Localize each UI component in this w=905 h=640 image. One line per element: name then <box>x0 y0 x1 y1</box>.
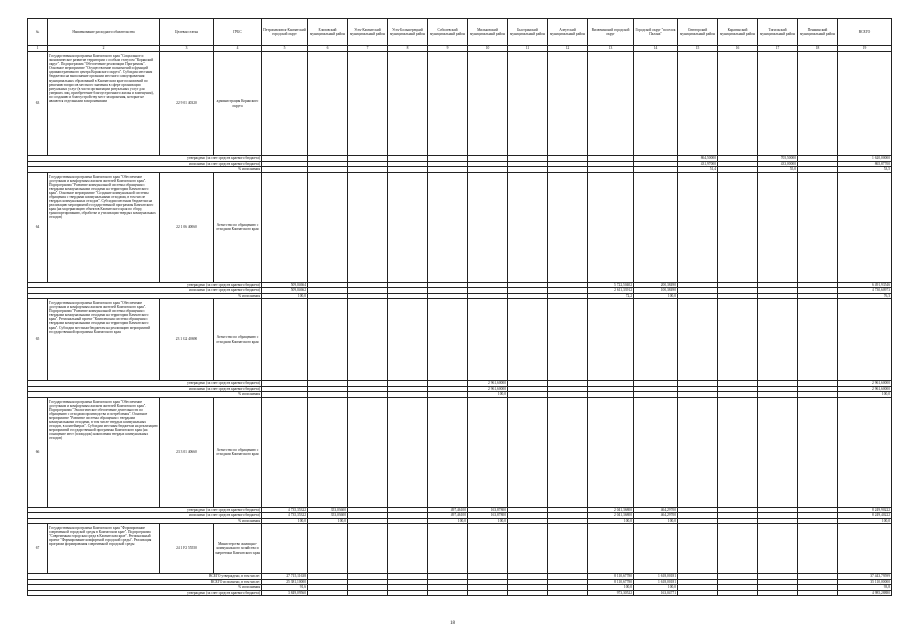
execution-row-label: утверждено (за счет средств краевого бюджета) <box>28 590 262 596</box>
empty-cell <box>508 397 548 507</box>
table-body <box>28 52 892 596</box>
value-cell: 2 961,60000 <box>468 381 508 387</box>
value-cell: 865,87700 <box>838 161 892 167</box>
empty-cell <box>758 52 798 156</box>
execution-row-label: исполнено (за счет средств краевого бюджета) <box>28 161 262 167</box>
column-number: 11 <box>508 46 548 52</box>
value-cell <box>348 590 388 596</box>
value-cell: 5 722,50402 <box>588 282 634 288</box>
value-cell: 2 041,36800 <box>588 507 634 513</box>
target-article-code: 22 9 01 40320 <box>160 52 214 156</box>
empty-cell <box>262 524 308 574</box>
empty-cell <box>838 52 892 156</box>
empty-cell <box>798 299 838 381</box>
execution-row-label: исполнено (за счет средств краевого бюджета) <box>28 386 262 392</box>
execution-row-label: % исполнения <box>28 293 262 299</box>
empty-cell <box>388 172 428 282</box>
value-cell: 4 730,60973 <box>838 288 892 294</box>
empty-cell <box>468 172 508 282</box>
empty-cell <box>428 52 468 156</box>
entry-row <box>28 172 892 282</box>
entry-row <box>28 52 892 156</box>
empty-cell <box>308 524 348 574</box>
empty-cell <box>634 397 678 507</box>
value-cell: 6 491,93546 <box>838 282 892 288</box>
execution-row-label: утверждено (за счет средств краевого бюджета) <box>28 156 262 162</box>
empty-cell <box>388 52 428 156</box>
value-cell: 100,0 <box>588 585 634 591</box>
value-cell: 55,0 <box>758 167 798 173</box>
column-number: 17 <box>758 46 798 52</box>
empty-cell <box>308 397 348 507</box>
value-cell: 100,0 <box>838 392 892 398</box>
value-cell: 200,38490 <box>634 282 678 288</box>
target-article-code: 23 3 01 40660 <box>160 397 214 507</box>
execution-row-label: % исполнения <box>28 392 262 398</box>
empty-cell <box>428 299 468 381</box>
column-number: 2 <box>48 46 160 52</box>
empty-cell <box>718 524 758 574</box>
column-header: Олюторский муниципальный район <box>678 19 718 46</box>
value-cell: 1 620,00000 <box>838 156 892 162</box>
value-cell: 864,50000 <box>678 156 718 162</box>
column-header: Карагинский муниципальный район <box>718 19 758 46</box>
empty-cell <box>798 524 838 574</box>
column-number: 8 <box>388 46 428 52</box>
empty-cell <box>678 299 718 381</box>
value-cell <box>388 590 428 596</box>
budget-execution-table <box>27 18 892 596</box>
column-number: 7 <box>348 46 388 52</box>
execution-row-label: % исполнения <box>28 167 262 173</box>
value-cell: 353,03600 <box>308 513 348 519</box>
value-cell: 497,46100 <box>428 513 468 519</box>
column-header: Вилючинский городской округ <box>588 19 634 46</box>
grbs-name: администрация Корякского округа <box>214 52 262 156</box>
entry-description: Государственная программа Камчатского края "Обеспечение доступным и комфортным жильем жителей Камчатского края". Подпрограмма "Экологическое обеспечение деятельности по обращению с отходами производства и потребления". Основное мероприятие "Развитие системы обращения с твердыми коммунальными отходами, в том числе твердых коммунальных отходов, в контейнерах". Субсидии местным бюджетам на реализацию мероприятий государственной программы Камчатского края (на оснащение мест (площадок) накопления твердых коммунальных отходов) <box>48 397 160 507</box>
value-cell: 163,04771 <box>634 590 678 596</box>
value-cell: 509,04664 <box>262 282 308 288</box>
value-cell: 100,0 <box>262 293 308 299</box>
empty-cell <box>548 299 588 381</box>
column-header: Соболевский муниципальный район <box>428 19 468 46</box>
entry-number: 67 <box>28 524 48 574</box>
execution-row <box>28 590 892 596</box>
value-cell: 91,6 <box>262 585 308 591</box>
column-header: Городской округ "поселок Палана" <box>634 19 678 46</box>
empty-cell <box>758 299 798 381</box>
execution-row-label: исполнено (за счет средств краевого бюджета) <box>28 513 262 519</box>
column-header: Быстринский муниципальный район <box>508 19 548 46</box>
empty-cell <box>348 52 388 156</box>
value-cell: 2 961,60000 <box>838 386 892 392</box>
value-cell: 100,0 <box>588 518 634 524</box>
column-number: 4 <box>214 46 262 52</box>
column-number: 15 <box>678 46 718 52</box>
empty-cell <box>262 52 308 156</box>
value-cell: 2 961,60000 <box>468 386 508 392</box>
value-cell <box>468 590 508 596</box>
entry-number: 66 <box>28 397 48 507</box>
empty-cell <box>634 299 678 381</box>
execution-row-label: ВСЕГО утверждено, в том числе: <box>28 574 262 580</box>
value-cell: 464,29700 <box>634 507 678 513</box>
empty-cell <box>798 52 838 156</box>
empty-cell <box>718 172 758 282</box>
grbs-name: Агентство по обращению с отходами Камчатского края <box>214 299 262 381</box>
value-cell: 1 618,00181 <box>634 579 678 585</box>
column-header: ВСЕГО <box>838 19 892 46</box>
value-cell: 509,04662 <box>262 288 308 294</box>
value-cell: 37 443,79599 <box>838 574 892 580</box>
entry-description: Государственная программа Камчатского края "Обеспечение доступным и комфортным жильем жителей Камчатского края". Подпрограмма "Развитие коммунальной системы обращения с твердыми коммунальными отходами на территории Камчатского края". Основное мероприятие "Создание коммунальной системы обращения с твердыми коммунальными отходами, в том числе твердых коммунальных отходов". Субсидии местным бюджетам на реализацию мероприятий государственной программы Камчатского края (на модернизацию объектов Камчатского края по сбору, транспортированию, обработке и утилизации твердых коммунальных отходов) <box>48 172 160 282</box>
empty-cell <box>508 524 548 574</box>
column-number: 1 <box>28 46 48 52</box>
column-header: Алеутский муниципальный район <box>548 19 588 46</box>
value-cell: 100,0 <box>308 518 348 524</box>
target-article-code: 22 1 06 40060 <box>160 172 214 282</box>
empty-cell <box>588 172 634 282</box>
page-number: 18 <box>450 621 455 626</box>
value-cell: 35 110,00000 <box>838 579 892 585</box>
value-cell: 100,0 <box>634 585 678 591</box>
value-cell: 8 110,67780 <box>588 579 634 585</box>
value-cell: 100,0 <box>262 518 308 524</box>
empty-cell <box>508 52 548 156</box>
empty-cell <box>634 52 678 156</box>
target-article-code: 24 1 F2 55550 <box>160 524 214 574</box>
empty-cell <box>678 172 718 282</box>
empty-cell <box>308 52 348 156</box>
value-cell: 100,0 <box>468 392 508 398</box>
empty-cell <box>348 299 388 381</box>
execution-row-label: утверждено (за счет средств краевого бюджета) <box>28 381 262 387</box>
execution-row-label: % исполнения <box>28 518 262 524</box>
column-header: Петропавловск-Камчатский городской округ <box>262 19 308 46</box>
empty-cell <box>588 397 634 507</box>
column-number: 18 <box>798 46 838 52</box>
empty-cell <box>678 52 718 156</box>
empty-cell <box>388 299 428 381</box>
value-cell: 2 961,60000 <box>838 381 892 387</box>
column-number: 16 <box>718 46 758 52</box>
empty-cell <box>548 52 588 156</box>
empty-cell <box>548 172 588 282</box>
empty-cell <box>758 524 798 574</box>
value-cell: 433,00000 <box>758 161 798 167</box>
column-number: 12 <box>548 46 588 52</box>
entry-number: 65 <box>28 299 48 381</box>
column-number: 10 <box>468 46 508 52</box>
value-cell: 163,87800 <box>468 507 508 513</box>
empty-cell <box>838 172 892 282</box>
execution-row-label: ВСЕГО исполнено, в том числе: <box>28 579 262 585</box>
value-cell <box>508 590 548 596</box>
value-cell: 100,0 <box>468 518 508 524</box>
column-number: 3 <box>160 46 214 52</box>
empty-cell <box>588 52 634 156</box>
empty-cell <box>468 52 508 156</box>
empty-cell <box>468 299 508 381</box>
empty-cell <box>262 397 308 507</box>
empty-cell <box>798 172 838 282</box>
value-cell: 25 381,10000 <box>262 579 308 585</box>
value-cell <box>428 590 468 596</box>
empty-cell <box>548 397 588 507</box>
empty-cell <box>508 172 548 282</box>
value-cell: 353,03600 <box>308 507 348 513</box>
entry-row <box>28 299 892 381</box>
entry-description: Государственная программа Камчатского края "Формирование современной городской среды в Камчатском крае". Подпрограмма "Современная городская среда в Камчатском крае". Региональный проект "Формирование комфортной городской среды". Реализация программ формирования современной городской среды <box>48 524 160 574</box>
entry-number: 64 <box>28 172 48 282</box>
empty-cell <box>262 299 308 381</box>
value-cell <box>758 590 798 596</box>
column-header: ГРБС <box>214 19 262 46</box>
empty-cell <box>588 299 634 381</box>
empty-cell <box>508 299 548 381</box>
value-cell: 3 849,09560 <box>262 590 308 596</box>
empty-cell <box>718 299 758 381</box>
value-cell: 93,8 <box>838 585 892 591</box>
value-cell: 705,50000 <box>758 156 798 162</box>
empty-cell <box>548 524 588 574</box>
value-cell: 1 618,00181 <box>634 574 678 580</box>
column-header: Елизовский муниципальный район <box>308 19 348 46</box>
empty-cell <box>348 397 388 507</box>
empty-cell <box>388 524 428 574</box>
column-number: 14 <box>634 46 678 52</box>
execution-row-label: исполнено (за счет средств краевого бюджета) <box>28 288 262 294</box>
value-cell <box>718 590 758 596</box>
header-row <box>28 19 892 46</box>
value-cell <box>678 590 718 596</box>
target-article-code: 23 1 G2 40690 <box>160 299 214 381</box>
column-header: Наименование расходного обязательства <box>48 19 160 46</box>
empty-cell <box>678 524 718 574</box>
column-header: Усть-Большерецкий муниципальный район <box>388 19 428 46</box>
value-cell: 100,0 <box>428 518 468 524</box>
column-header: Пенжинский муниципальный район <box>798 19 838 46</box>
execution-row-label: % исполнения <box>28 585 262 591</box>
value-cell: 163,87800 <box>468 513 508 519</box>
empty-cell <box>634 524 678 574</box>
column-header: № <box>28 19 48 46</box>
value-cell: 497,46100 <box>428 507 468 513</box>
grbs-name: Министерство жилищно-коммунального хозяйства и энергетики Камчатского края <box>214 524 262 574</box>
empty-cell <box>718 52 758 156</box>
value-cell: 8 249,40222 <box>838 513 892 519</box>
empty-cell <box>838 397 892 507</box>
empty-cell <box>468 524 508 574</box>
column-header: Усть-Камчатский муниципальный район <box>348 19 388 46</box>
column-number: 5 <box>262 46 308 52</box>
column-header: Тигильский муниципальный район <box>758 19 798 46</box>
empty-cell <box>798 397 838 507</box>
column-number: 13 <box>588 46 634 52</box>
value-cell: 431,97000 <box>678 161 718 167</box>
empty-cell <box>428 397 468 507</box>
value-cell: 100,38490 <box>634 288 678 294</box>
execution-row-label: утверждено (за счет средств краевого бюджета) <box>28 282 262 288</box>
empty-cell <box>634 172 678 282</box>
grbs-name: Агентство по обращению с отходами Камчатского края <box>214 397 262 507</box>
column-number: 9 <box>428 46 468 52</box>
value-cell: 76,3 <box>838 293 892 299</box>
value-cell <box>798 590 838 596</box>
value-cell: 72,2 <box>588 293 634 299</box>
empty-cell <box>308 172 348 282</box>
empty-cell <box>838 299 892 381</box>
column-number: 6 <box>308 46 348 52</box>
entry-row <box>28 524 892 574</box>
empty-cell <box>308 299 348 381</box>
empty-cell <box>348 172 388 282</box>
value-cell: 4 735,35322 <box>262 513 308 519</box>
entry-row <box>28 397 892 507</box>
value-cell: 973,30522 <box>588 590 634 596</box>
empty-cell <box>428 172 468 282</box>
value-cell: 100,0 <box>634 293 678 299</box>
value-cell: 4 985,28880 <box>838 590 892 596</box>
empty-cell <box>838 524 892 574</box>
execution-row-label: утверждено (за счет средств краевого бюджета) <box>28 507 262 513</box>
document-sheet <box>27 18 890 596</box>
empty-cell <box>718 397 758 507</box>
entry-number: 63 <box>28 52 48 156</box>
empty-cell <box>262 172 308 282</box>
value-cell <box>308 590 348 596</box>
empty-cell <box>468 397 508 507</box>
empty-cell <box>758 397 798 507</box>
value-cell: 100,0 <box>838 518 892 524</box>
grbs-name: Агентство по обращению с отходами Камчатского края <box>214 172 262 282</box>
value-cell <box>548 590 588 596</box>
value-cell: 27 715,11638 <box>262 574 308 580</box>
column-header: Целевая статья <box>160 19 214 46</box>
value-cell: 51,4 <box>678 167 718 173</box>
entry-description: Государственная программа Камчатского края "Обеспечение доступным и комфортным жильем жителей Камчатского края". Подпрограмма "Развитие коммунальной системы обращения с твердыми коммунальными отходами на территории Камчатского края". Региональный проект "Комплексная система обращения с твердыми коммунальными отходами на территории Камчатского края". Субсидии местным бюджетам на реализацию мероприятий государственной программы Камчатского края <box>48 299 160 381</box>
empty-cell <box>588 524 634 574</box>
value-cell: 8 249,90222 <box>838 507 892 513</box>
value-cell: 464,29700 <box>634 513 678 519</box>
column-number: 19 <box>838 46 892 52</box>
entry-description: Государственная программа Камчатского края "Социальное и экономическое развитие территории с особым статусом "Корякский округ". Подпрограмма "Обеспечение реализации Программы". Основное мероприятие "Осуществление полномочий и функций административного центра Корякского округа". Субсидия местным бюджетам на выполнение органами местного самоуправления муниципальных образований в Камчатском крае полномочий по решению вопросов местного значения в сфере организации ритуальных услуг (в части организации ритуальных услуг для умерших лиц, приобретение благоустроенного жилья и замещения), по созданию и благоустройству мест захоронения, которые не являются отдельными захоронениями <box>48 52 160 156</box>
value-cell: 2 611,33912 <box>588 288 634 294</box>
value-cell: 100,0 <box>634 518 678 524</box>
empty-cell <box>758 172 798 282</box>
value-cell: 2 041,36800 <box>588 513 634 519</box>
empty-cell <box>348 524 388 574</box>
empty-cell <box>428 524 468 574</box>
empty-cell <box>388 397 428 507</box>
value-cell: 53,5 <box>838 167 892 173</box>
empty-cell <box>678 397 718 507</box>
column-header: Мильковский муниципальный район <box>468 19 508 46</box>
value-cell: 8 110,67780 <box>588 574 634 580</box>
value-cell: 4 735,35322 <box>262 507 308 513</box>
